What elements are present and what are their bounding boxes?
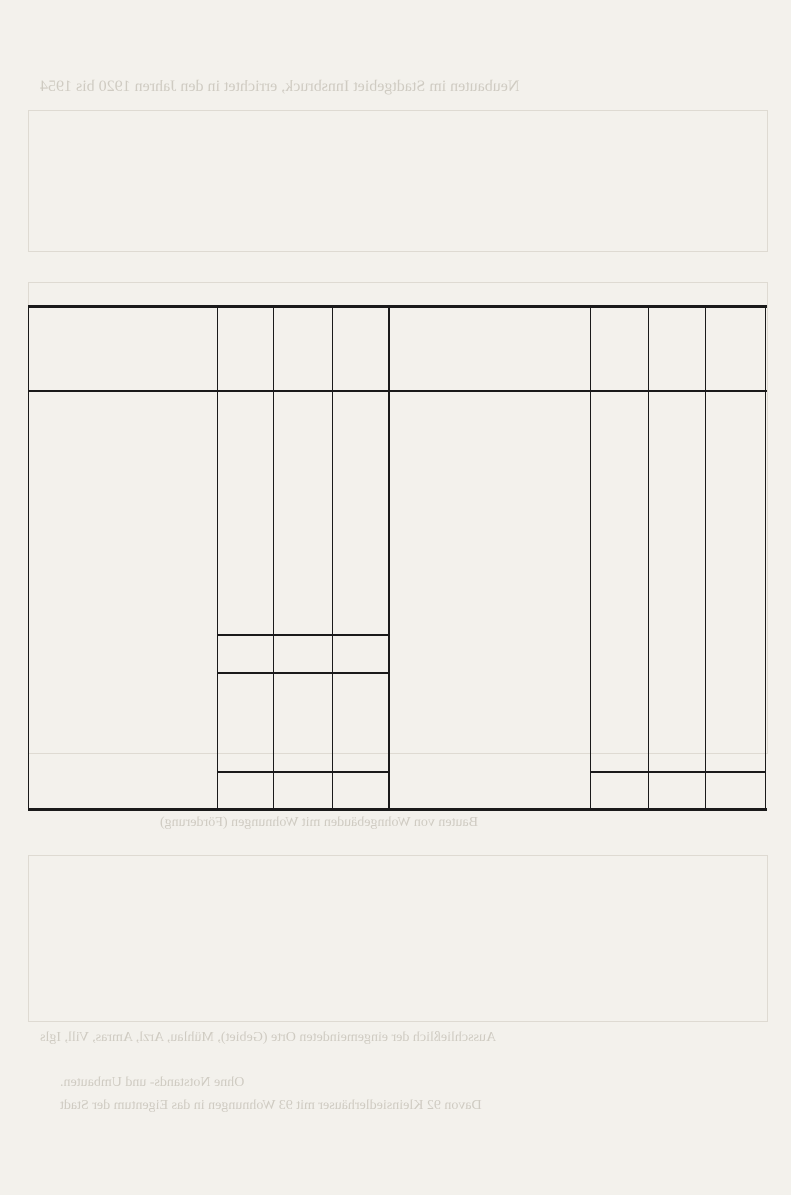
subtotal-rule: [217, 672, 389, 674]
column-divider: [648, 308, 649, 808]
column-divider: [332, 308, 333, 808]
column-divider: [273, 308, 274, 808]
subtotal-flats: [274, 637, 332, 667]
total-ratio: [333, 773, 388, 803]
header-rule: [28, 390, 767, 392]
col-header-buildings: [590, 308, 648, 390]
col-header-buildings: [217, 308, 273, 390]
total-flats: [649, 773, 705, 803]
subtotal-rule: [217, 634, 389, 636]
total-buildings: [590, 773, 648, 803]
column-divider: [705, 308, 706, 808]
subtotal-ratio: [333, 637, 388, 667]
total-ratio: [706, 773, 765, 803]
total-buildings: [217, 773, 273, 803]
col-header-street: [28, 308, 217, 390]
col-header-street: [389, 308, 590, 390]
data-table: [28, 305, 767, 811]
subtotal-buildings: [217, 637, 273, 667]
total-flats: [274, 773, 332, 803]
table-border-right: [765, 308, 766, 808]
